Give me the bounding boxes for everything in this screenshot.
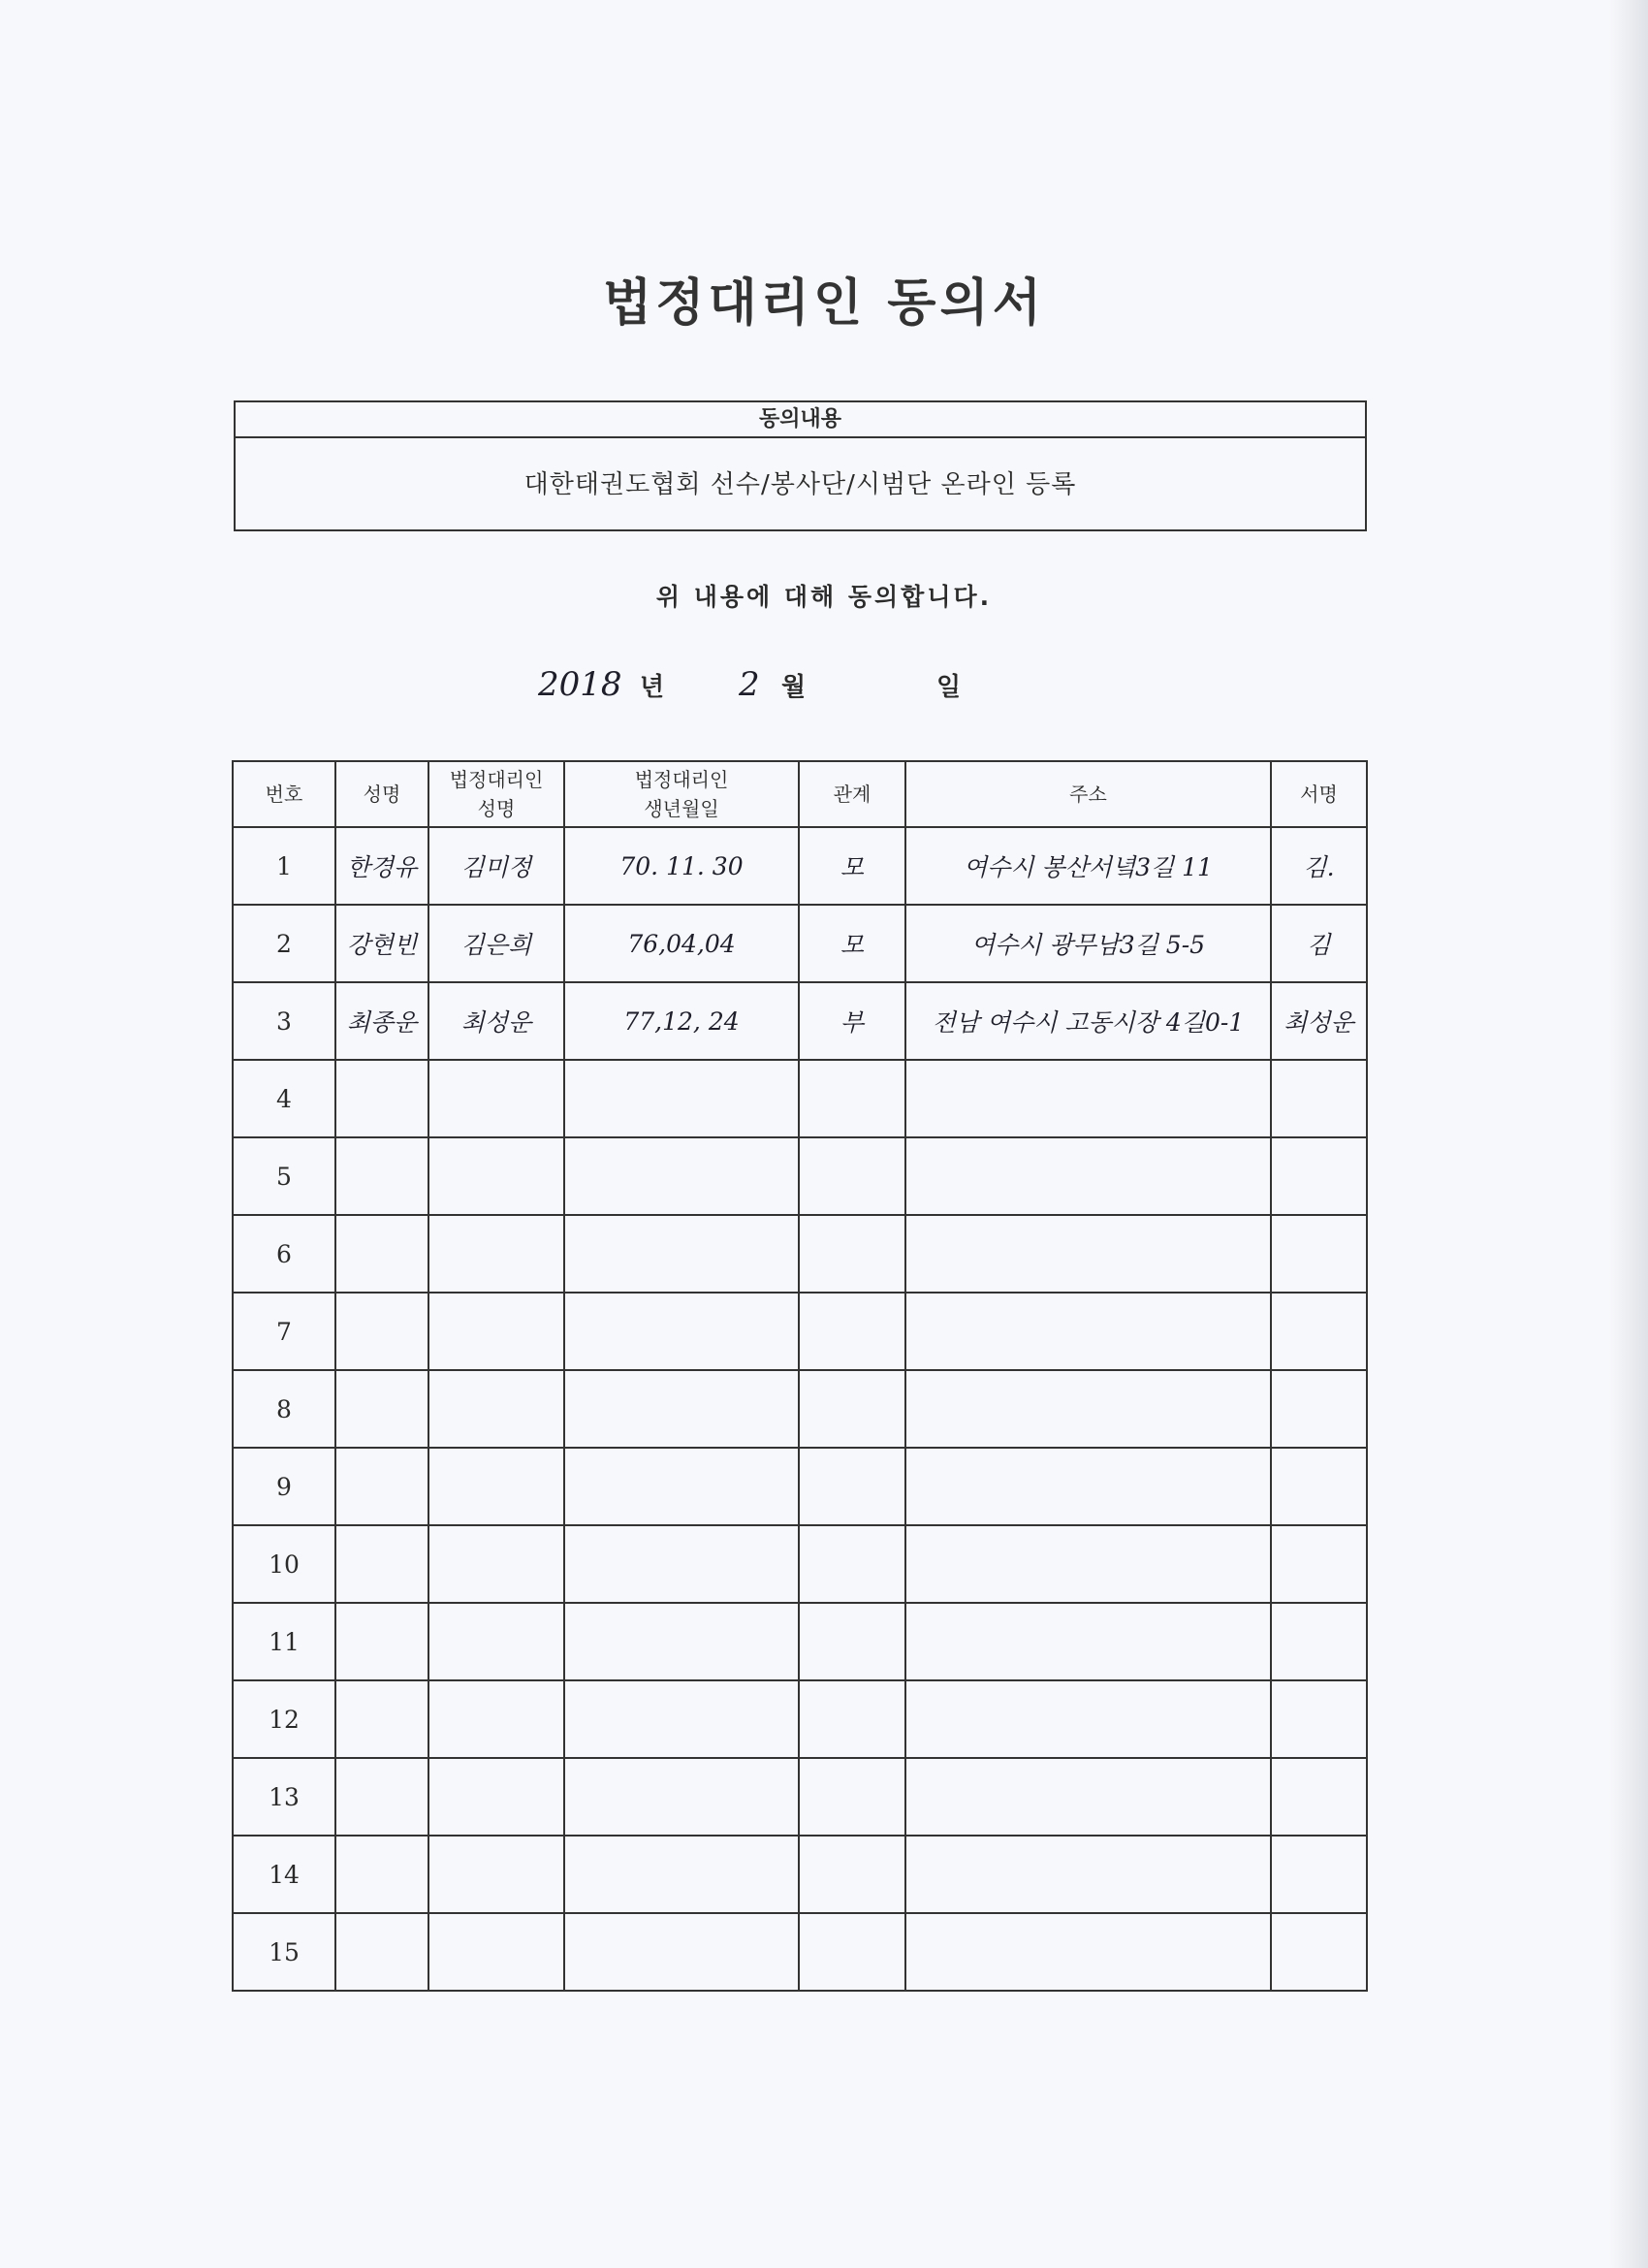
row-relation: [799, 1448, 905, 1525]
row-guardian-name: [428, 1293, 564, 1370]
row-relation: [799, 1370, 905, 1448]
row-guardian-birth: [564, 1680, 799, 1758]
row-number: 14: [233, 1836, 335, 1913]
row-number: 15: [233, 1913, 335, 1991]
row-guardian-birth: [564, 1448, 799, 1525]
row-guardian-name: [428, 1370, 564, 1448]
row-relation: 부: [799, 982, 905, 1060]
table-row: [233, 1448, 1367, 1525]
row-signature: [1271, 1913, 1367, 1991]
row-guardian-name: [428, 1525, 564, 1603]
table-row: [233, 1137, 1367, 1215]
table-row: [233, 1680, 1367, 1758]
row-signature: [1271, 1603, 1367, 1680]
table-row: [233, 1293, 1367, 1370]
row-relation: 모: [799, 905, 905, 982]
table-row: [233, 1758, 1367, 1836]
row-address: [905, 1525, 1271, 1603]
row-number: 12: [233, 1680, 335, 1758]
row-address: 여수시 봉산서녘3길 11: [905, 827, 1271, 905]
row-signature: 최성운: [1271, 982, 1367, 1060]
consent-body: 대한태권도협회 선수/봉사단/시범단 온라인 등록: [523, 470, 1077, 499]
row-signature: 김: [1271, 905, 1367, 982]
row-guardian-name: [428, 1836, 564, 1913]
row-address: [905, 1370, 1271, 1448]
row-guardian-birth: 76,04,04: [564, 905, 799, 982]
row-signature: [1271, 1293, 1367, 1370]
row-number: 13: [233, 1758, 335, 1836]
row-signature: [1271, 1215, 1367, 1293]
row-signature: [1271, 1836, 1367, 1913]
row-relation: [799, 1603, 905, 1680]
row-number: 10: [233, 1525, 335, 1603]
table-row: [233, 1060, 1367, 1137]
row-guardian-birth: [564, 1525, 799, 1603]
row-number: 3: [233, 982, 335, 1060]
header-signature: 서명: [1271, 761, 1367, 827]
date-month-value: 2: [739, 665, 760, 704]
row-address: [905, 1836, 1271, 1913]
row-guardian-name: [428, 1758, 564, 1836]
row-name: [335, 1525, 428, 1603]
row-address: [905, 1603, 1271, 1680]
row-name: [335, 1060, 428, 1137]
row-relation: [799, 1215, 905, 1293]
row-guardian-name: [428, 1680, 564, 1758]
row-relation: [799, 1836, 905, 1913]
row-relation: [799, 1913, 905, 1991]
row-address: [905, 1758, 1271, 1836]
row-name: [335, 1215, 428, 1293]
row-guardian-birth: 77,12, 24: [564, 982, 799, 1060]
row-relation: [799, 1758, 905, 1836]
date-month-label: 월: [781, 673, 807, 702]
row-name: [335, 1370, 428, 1448]
table-row: [233, 1836, 1367, 1913]
date-year-value: 2018: [538, 665, 622, 704]
row-relation: 모: [799, 827, 905, 905]
row-number: 1: [233, 827, 335, 905]
table-row: [233, 982, 1367, 1060]
row-name: [335, 1758, 428, 1836]
row-signature: [1271, 1060, 1367, 1137]
row-name: 강현빈: [335, 905, 428, 982]
row-guardian-name: [428, 1137, 564, 1215]
row-guardian-birth: [564, 1836, 799, 1913]
row-guardian-birth: [564, 1293, 799, 1370]
row-guardian-birth: [564, 1370, 799, 1448]
row-guardian-name: [428, 1913, 564, 1991]
row-address: [905, 1680, 1271, 1758]
row-number: 8: [233, 1370, 335, 1448]
row-relation: [799, 1680, 905, 1758]
row-number: 6: [233, 1215, 335, 1293]
row-guardian-name: [428, 1448, 564, 1525]
row-guardian-birth: 70. 11. 30: [564, 827, 799, 905]
row-name: [335, 1836, 428, 1913]
row-name: [335, 1448, 428, 1525]
row-address: [905, 1293, 1271, 1370]
row-relation: [799, 1060, 905, 1137]
row-guardian-birth: [564, 1137, 799, 1215]
row-name: [335, 1603, 428, 1680]
row-address: [905, 1215, 1271, 1293]
row-name: [335, 1293, 428, 1370]
row-relation: [799, 1293, 905, 1370]
row-address: [905, 1137, 1271, 1215]
document-title: 법정대리인 동의서: [603, 274, 1045, 333]
row-signature: 김.: [1271, 827, 1367, 905]
row-address: [905, 1060, 1271, 1137]
row-address: [905, 1448, 1271, 1525]
row-number: 11: [233, 1603, 335, 1680]
table-row: [233, 1215, 1367, 1293]
consent-box: [234, 400, 1367, 531]
row-guardian-birth: [564, 1913, 799, 1991]
table-row: [233, 1370, 1367, 1448]
row-guardian-birth: [564, 1758, 799, 1836]
row-signature: [1271, 1758, 1367, 1836]
row-address: 여수시 광무남3길 5-5: [905, 905, 1271, 982]
date-year-label: 년: [640, 673, 665, 702]
row-number: 9: [233, 1448, 335, 1525]
row-signature: [1271, 1137, 1367, 1215]
row-number: 7: [233, 1293, 335, 1370]
row-name: [335, 1137, 428, 1215]
scan-edge: [1609, 0, 1648, 2268]
header-name: 성명: [335, 761, 428, 827]
date-day-label: 일: [936, 673, 962, 702]
row-relation: [799, 1137, 905, 1215]
date-row: [0, 661, 1648, 710]
row-guardian-name: 김은희: [428, 905, 564, 982]
table-row: [233, 905, 1367, 982]
row-name: 한경유: [335, 827, 428, 905]
row-address: 전남 여수시 고동시장 4길0-1: [905, 982, 1271, 1060]
table-row: [233, 1603, 1367, 1680]
row-relation: [799, 1525, 905, 1603]
row-number: 2: [233, 905, 335, 982]
table-row: [233, 1525, 1367, 1603]
row-signature: [1271, 1370, 1367, 1448]
row-number: 5: [233, 1137, 335, 1215]
table-row: [233, 1913, 1367, 1991]
agree-statement: 위 내용에 대해 동의합니다.: [655, 583, 993, 611]
row-guardian-name: [428, 1215, 564, 1293]
row-guardian-birth: [564, 1215, 799, 1293]
table-header-row: [233, 761, 1367, 827]
row-guardian-name: 최성운: [428, 982, 564, 1060]
row-number: 4: [233, 1060, 335, 1137]
row-guardian-name: [428, 1603, 564, 1680]
header-guardian-birth: 법정대리인 생년월일: [564, 761, 799, 827]
row-signature: [1271, 1680, 1367, 1758]
header-guardian-name: 법정대리인 성명: [428, 761, 564, 827]
row-name: [335, 1680, 428, 1758]
row-signature: [1271, 1525, 1367, 1603]
header-number: 번호: [233, 761, 335, 827]
row-address: [905, 1913, 1271, 1991]
row-guardian-birth: [564, 1060, 799, 1137]
guardian-table: [232, 760, 1368, 1992]
table-row: [233, 827, 1367, 905]
row-signature: [1271, 1448, 1367, 1525]
row-guardian-birth: [564, 1603, 799, 1680]
header-relation: 관계: [799, 761, 905, 827]
row-guardian-name: 김미정: [428, 827, 564, 905]
row-guardian-name: [428, 1060, 564, 1137]
consent-header: 동의내용: [236, 402, 1365, 438]
row-name: [335, 1913, 428, 1991]
row-name: 최종운: [335, 982, 428, 1060]
header-address: 주소: [905, 761, 1271, 827]
